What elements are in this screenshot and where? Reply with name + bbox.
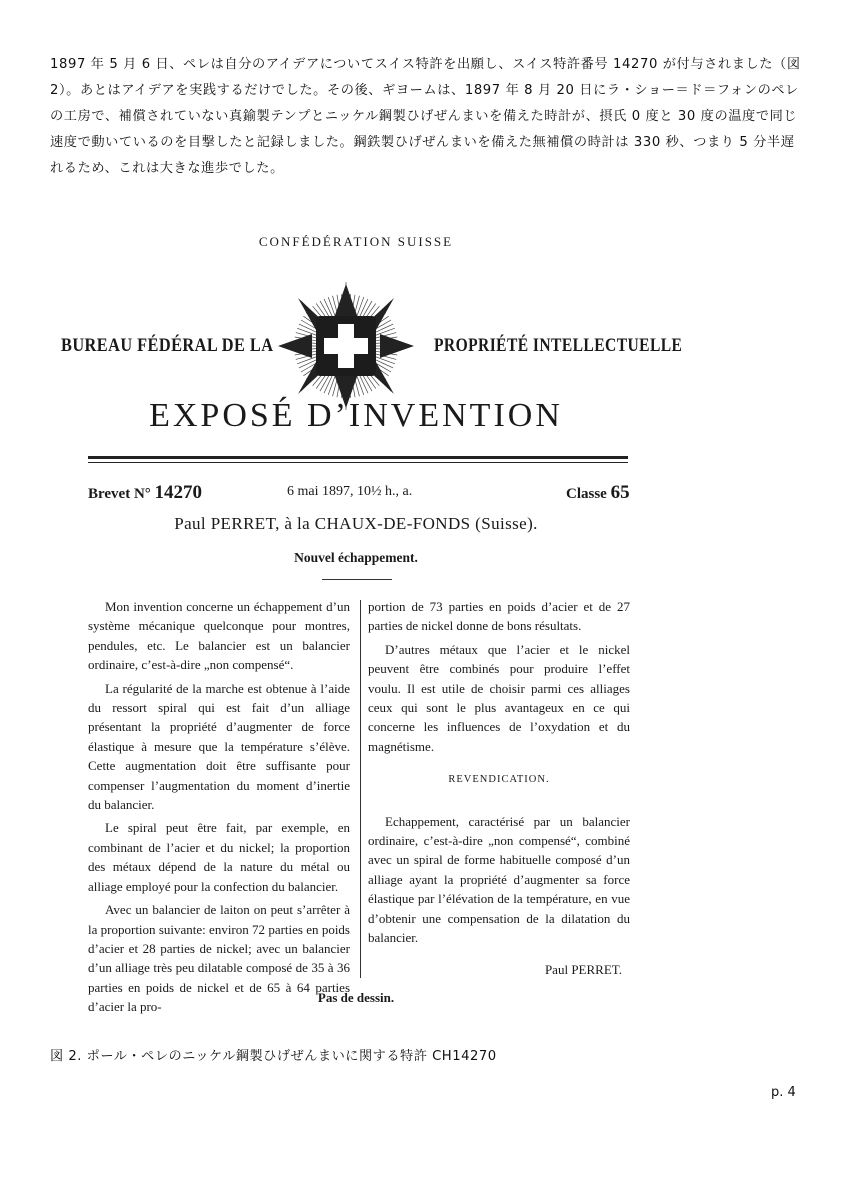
- intro-paragraph: 1897 年 5 月 6 日、ペレは自分のアイデアについてスイス特許を出願し、スイス特許番号 14270 が付与されました（図 2）。あとはアイデアを実践するだけでした。その後、ギヨームは、1897 年 8 月 20 日にラ・ショー＝ド＝フォンのペレの工房で、補償されていない真鍮製テンプとニッケル鋼製ひげぜんまいを備えた時計が、摂氏 0 度と 30 度の温度で同じ速度で動いているのを目撃したと記録しました。鋼鉄製ひげぜんまいを備えた無補償の時計は 330 秒、つまり 5 分半遅れるため、これは大きな進歩でした。: [50, 57, 801, 176]
- left-paragraph: La régularité de la marche est obtenue à l’aide du ressort spiral qui est fait d’un alliage présentant la propriété d’augmenter de force élastique à mesure que la température s’élève. Cette augmentation doit être suffisante pour compenser l’augmentation du moment d’inertie du balancier.: [88, 680, 350, 813]
- left-paragraph: Avec un balancier de laiton on peut s’arrêter à la proportion suivante: environ 72 parties en poids d’acier et 28 parties de nickel; avec un balancier d’un alliage très peu dilatable composé de 35 à 36 parties en poids de nickel et de 65 à 64 parties d’acier la pro-: [88, 902, 350, 1015]
- brevet-number-line: [88, 482, 202, 504]
- pas-de-dessin: Pas de dessin.: [317, 990, 395, 1005]
- inventor-line: Paul PERRET, à la CHAUX-DE-FONDS (Suisse).: [174, 514, 538, 533]
- invention-subject: Nouvel échappement.: [294, 550, 418, 565]
- filing-date: 6 mai 1897, 10½ h., a.: [287, 484, 413, 499]
- left-column: [88, 597, 350, 1021]
- column-divider: [360, 600, 361, 978]
- title-rule-thin: [88, 462, 628, 463]
- bureau-left-text: BUREAU FÉDÉRAL DE LA: [61, 335, 274, 356]
- right-paragraph: portion de 73 parties en poids d’acier et de 27 parties de nickel donne de bons résultats.: [368, 599, 630, 634]
- brevet-label: Brevet N°: [88, 486, 151, 502]
- left-paragraph: Le spiral peut être fait, par exemple, en combinant de l’acier et du nickel; la proportion des métaux dépend de la nature du métal ou alliage employé pour la confection du balancier.: [88, 820, 350, 894]
- title-rule-thick: [88, 456, 628, 459]
- left-paragraph: Mon invention concerne un échappement d’un système mécanique quelconque pour montres, pendules, etc. Le balancier est un balancier ordinaire, c’est-à-dire „non compensé“.: [88, 599, 350, 673]
- signature: Paul PERRET.: [544, 961, 622, 977]
- figure-caption: 図 2. ポール・ペレのニッケル鋼製ひげぜんまいに関する特許 CH14270: [50, 1049, 497, 1064]
- bureau-right-text: PROPRIÉTÉ INTELLECTUELLE: [434, 335, 683, 356]
- page-number: p. 4: [771, 1085, 796, 1100]
- swiss-cross-emblem-icon: [272, 278, 420, 414]
- confederation-heading: CONFÉDÉRATION SUISSE: [258, 234, 454, 249]
- right-paragraph: D’autres métaux que l’acier et le nickel peuvent être combinés pour produire l’effet voulu. Il est utile de choisir parmi ces alliages ceux qui sont le plus avantageux en ce qui concerne les influences de l’oxydation et du magnétisme.: [368, 641, 630, 754]
- right-column: [368, 597, 630, 979]
- brevet-number: 14270: [154, 482, 203, 503]
- classe-label: Classe: [566, 486, 607, 502]
- document-title: EXPOSÉ D’INVENTION: [149, 397, 563, 434]
- revendication-heading: REVENDICATION.: [448, 774, 550, 786]
- subject-rule: [322, 579, 392, 580]
- classe-line: [566, 482, 630, 504]
- revendication-text: Echappement, caractérisé par un balancier ordinaire, c’est-à-dire „non compensé“, combiné avec un spiral de forme habituelle composé d’un alliage ayant la propriété d’augmenter sa force élastique par l’élévation de la température, en vue d’obtenir une compensation de la dilatation du balancier.: [368, 813, 630, 946]
- classe-number: 65: [610, 482, 630, 503]
